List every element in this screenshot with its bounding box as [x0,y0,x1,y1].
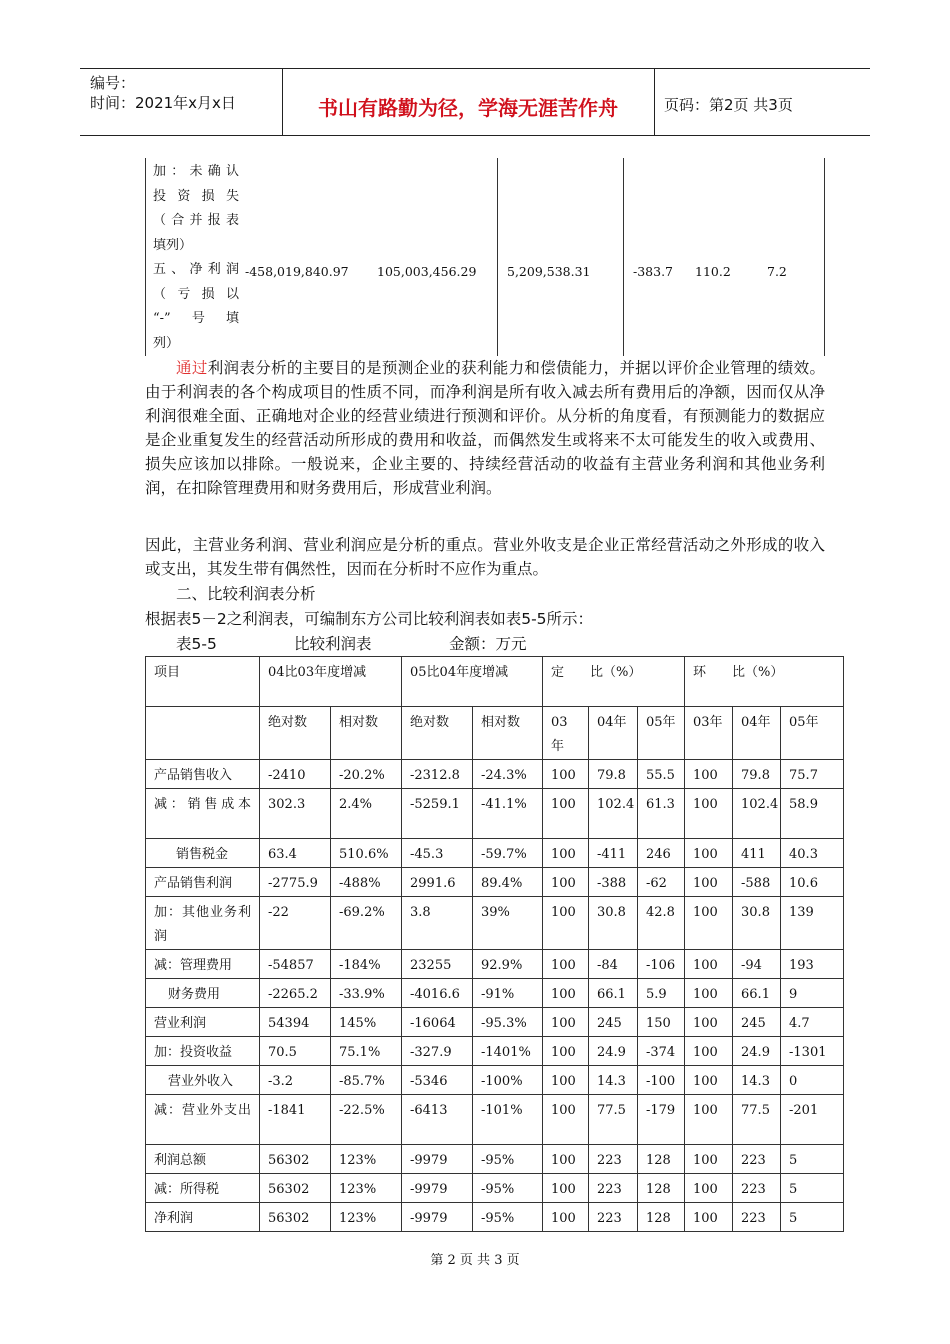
table-intro: 根据表5－2之利润表，可编制东方公司比较利润表如表5-5所示： [145,610,594,628]
table-row [146,1203,844,1232]
table-cell: -62 [638,868,685,897]
table-row [146,868,844,897]
analysis-paragraph-2: 因此，主营业务利润、营业利润应是分析的重点。营业外收支是企业正常经营活动之外形成的收入或支出，其发生带有偶然性，因而在分析时不应作为重点。 [145,536,825,578]
table-cell: -54857 [260,950,331,979]
table-cell: -374 [638,1037,685,1066]
net-profit-value: -383.7 [633,264,674,279]
table-cell: -1301 [781,1037,844,1066]
table-cell: 56302 [260,1203,331,1232]
table-cell: -84 [589,950,638,979]
table-cell: 100 [685,950,733,979]
table-cell: 79.8 [589,760,638,789]
table-cell: 100 [685,1008,733,1037]
table-cell: 246 [638,839,685,868]
table-row [146,950,844,979]
table-cell: 30.8 [733,897,781,950]
table-cell: 14.3 [589,1066,638,1095]
table-cell: 100 [543,868,589,897]
table-cell: 42.8 [638,897,685,950]
table-rule [497,158,498,356]
table-cell: 102.4 [589,789,638,839]
table-cell: 510.6% [331,839,402,868]
table-cell: 145% [331,1008,402,1037]
table-cell: -33.9% [331,979,402,1008]
header-absolute: 绝对数 [402,707,473,760]
table-cell: -85.7% [331,1066,402,1095]
table-cell: -201 [781,1095,844,1145]
table-cell: 102.4 [733,789,781,839]
header-05-vs-04: 05比04年度增减 [402,657,543,707]
header-relative: 相对数 [473,707,543,760]
table-cell: 245 [733,1008,781,1037]
table-cell: -5346 [402,1066,473,1095]
table-cell: -16064 [402,1008,473,1037]
row-label: 减：营业外支出 [146,1095,260,1145]
table-cell: -2775.9 [260,868,331,897]
table-cell: 100 [685,760,733,789]
table-cell: 128 [638,1174,685,1203]
table-cell: 223 [733,1174,781,1203]
table-cell: 75.1% [331,1037,402,1066]
table-cell: 9 [781,979,844,1008]
table-cell: -20.2% [331,760,402,789]
table-cell: 75.7 [781,760,844,789]
row-label: 营业利润 [146,1008,260,1037]
row-label: 减：所得税 [146,1174,260,1203]
table-rule [623,158,624,356]
table-caption-unit: 金额：万元 [449,635,527,653]
row-label: 营业外收入 [146,1066,260,1095]
header-top-rule [80,68,870,69]
table-cell: 63.4 [260,839,331,868]
table-cell: 100 [543,1095,589,1145]
row-label: 产品销售收入 [146,760,260,789]
table-cell: -24.3% [473,760,543,789]
table-cell: 223 [733,1145,781,1174]
table-cell: 100 [543,1008,589,1037]
table-cell: -2410 [260,760,331,789]
row-label: 加：投资收益 [146,1037,260,1066]
header-04-vs-03: 04比03年度增减 [260,657,402,707]
header-year: 05年 [781,707,844,760]
income-statement-fragment [145,158,825,356]
header-year: 04年 [733,707,781,760]
table-cell: 77.5 [733,1095,781,1145]
table-cell: 139 [781,897,844,950]
table-cell: -94 [733,950,781,979]
table-cell: -9979 [402,1174,473,1203]
table-cell: -5259.1 [402,789,473,839]
table-cell: 66.1 [589,979,638,1008]
table-cell: 100 [543,1174,589,1203]
row-label-net-profit: 五、净利润 （亏损以 “-”号填 列） [153,262,239,351]
table-cell: 30.8 [589,897,638,950]
table-cell: -3.2 [260,1066,331,1095]
table-cell: 223 [589,1174,638,1203]
table-row [146,1066,844,1095]
table-cell: 4.7 [781,1008,844,1037]
table-cell: 5 [781,1174,844,1203]
table-cell: 100 [543,760,589,789]
header-bottom-rule [80,135,870,136]
table-row [146,760,844,789]
net-profit-value: 110.2 [695,264,731,279]
table-row [146,1037,844,1066]
net-profit-value: -458,019,840.97 [245,264,349,279]
table-rule [824,158,825,356]
table-cell: 77.5 [589,1095,638,1145]
table-row [146,1008,844,1037]
table-cell: 10.6 [781,868,844,897]
net-profit-value: 5,209,538.31 [507,264,591,279]
table-cell: 123% [331,1203,402,1232]
net-profit-value: 105,003,456.29 [377,264,477,279]
header-absolute: 绝对数 [260,707,331,760]
table-cell: 55.5 [638,760,685,789]
table-cell: -22.5% [331,1095,402,1145]
table-cell: 223 [589,1203,638,1232]
table-cell: -2265.2 [260,979,331,1008]
header-year: 05年 [638,707,685,760]
analysis-paragraph: 通过利润表分析的主要目的是预测企业的获利能力和偿债能力，并据以评价企业管理的绩效。由于利润表的各个构成项目的性质不同，而净利润是所有收入减去所有费用后的净额，因而仅从净利润很难全面、正确地对企业的经营业绩进行预测和评价。从分析的角度看，有预测能力的数据应是企业重复发生的经营活动所形成的费用和收益，而偶然发生或将来不太可能发生的收入或费用、损失应该加以排除。一般说来，企业主要的、持续经营活动的收益有主营业务利润和其他业务利润，在扣除管理费用和财务费用后，形成营业利润。 [145,359,825,497]
table-cell: -41.1% [473,789,543,839]
table-cell: 89.4% [473,868,543,897]
table-cell: -45.3 [402,839,473,868]
table-cell: -22 [260,897,331,950]
table-cell: -6413 [402,1095,473,1145]
table-cell: -588 [733,868,781,897]
table-cell: 56302 [260,1174,331,1203]
table-cell: 56302 [260,1145,331,1174]
table-cell: 2991.6 [402,868,473,897]
table-cell: 100 [685,897,733,950]
table-cell: 5 [781,1145,844,1174]
table-caption-name: 比较利润表 [294,635,372,653]
table-cell: -95.3% [473,1008,543,1037]
table-cell: 100 [543,1037,589,1066]
table-row [146,897,844,950]
table-cell: 411 [733,839,781,868]
row-label: 产品销售利润 [146,868,260,897]
table-cell: 123% [331,1174,402,1203]
table-row [146,789,844,839]
table-cell: -69.2% [331,897,402,950]
header-number-label: 编号： [90,74,136,92]
table-cell: 223 [733,1203,781,1232]
header-time-label: 时间：2021年x月x日 [90,94,236,112]
table-cell: 100 [685,1095,733,1145]
row-label: 销售税金 [146,839,260,868]
table-cell: 100 [543,839,589,868]
table-cell: 100 [543,1145,589,1174]
table-cell: -100 [638,1066,685,1095]
row-label: 财务费用 [146,979,260,1008]
table-cell: -4016.6 [402,979,473,1008]
table-cell: 5.9 [638,979,685,1008]
table-cell: -106 [638,950,685,979]
table-cell: 100 [685,979,733,1008]
row-label: 加：其他业务利润 [146,897,260,950]
table-cell: 100 [543,789,589,839]
table-cell: 5 [781,1203,844,1232]
table-cell: -1401% [473,1037,543,1066]
table-rule [145,158,146,356]
table-cell: 100 [685,868,733,897]
header-page-label: 页码：第2页 共3页 [664,96,793,114]
table-cell: -9979 [402,1203,473,1232]
table-cell: 79.8 [733,760,781,789]
table-cell: 100 [685,1066,733,1095]
table-cell: 123% [331,1145,402,1174]
table-cell: 100 [543,950,589,979]
table-cell: 150 [638,1008,685,1037]
net-profit-value: 7.2 [767,264,787,279]
row-label: 利润总额 [146,1145,260,1174]
table-cell: 100 [685,1145,733,1174]
table-cell: 40.3 [781,839,844,868]
table-cell: 54394 [260,1008,331,1037]
table-cell: -184% [331,950,402,979]
table-cell: 61.3 [638,789,685,839]
table-caption-number: 表5-5 [176,635,217,653]
table-cell: 100 [685,1174,733,1203]
table-cell: 193 [781,950,844,979]
header-blank [146,707,260,760]
table-cell: 245 [589,1008,638,1037]
row-label: 减：销售成本 [146,789,260,839]
table-row [146,1095,844,1145]
table-cell: -9979 [402,1145,473,1174]
header-year: 04年 [589,707,638,760]
table-cell: -2312.8 [402,760,473,789]
table-cell: -95% [473,1203,543,1232]
row-label: 净利润 [146,1203,260,1232]
table-cell: -327.9 [402,1037,473,1066]
table-cell: 100 [685,1203,733,1232]
header-relative: 相对数 [331,707,402,760]
table-cell: -411 [589,839,638,868]
header-divider [654,68,655,136]
header-year: 03年 [685,707,733,760]
table-row [146,1174,844,1203]
table-cell: 39% [473,897,543,950]
table-cell: 58.9 [781,789,844,839]
table-cell: 92.9% [473,950,543,979]
table-row [146,839,844,868]
header-chain-ratio: 环 比（%） [685,657,844,707]
table-cell: -59.7% [473,839,543,868]
header-item: 项目 [146,657,260,707]
comparative-income-table [145,656,844,1232]
table-cell: 100 [543,1203,589,1232]
table-cell: -388 [589,868,638,897]
table-cell: 128 [638,1145,685,1174]
table-row [146,1145,844,1174]
table-cell: 23255 [402,950,473,979]
page-footer: 第 2 页 共 3 页 [430,1253,520,1268]
table-cell: -95% [473,1174,543,1203]
table-cell: -101% [473,1095,543,1145]
table-cell: 14.3 [733,1066,781,1095]
header-fixed-base-ratio: 定 比（%） [543,657,685,707]
table-cell: 100 [685,839,733,868]
table-row [146,979,844,1008]
table-cell: 24.9 [733,1037,781,1066]
highlighted-word: 通过 [176,359,208,377]
section-title: 二、比较利润表分析 [176,585,316,603]
table-cell: 100 [685,789,733,839]
table-cell: 100 [543,979,589,1008]
table-cell: 0 [781,1066,844,1095]
table-cell: 223 [589,1145,638,1174]
table-cell: -100% [473,1066,543,1095]
table-cell: 100 [685,1037,733,1066]
table-cell: 66.1 [733,979,781,1008]
table-cell: 100 [543,1066,589,1095]
table-cell: 2.4% [331,789,402,839]
row-label: 减：管理费用 [146,950,260,979]
header-motto: 书山有路勤为径，学海无涯苦作舟 [318,96,618,120]
table-cell: 302.3 [260,789,331,839]
header-year: 03年 [543,707,589,760]
table-cell: 70.5 [260,1037,331,1066]
table-cell: 3.8 [402,897,473,950]
table-cell: -488% [331,868,402,897]
table-cell: -179 [638,1095,685,1145]
row-label-unrecognized-investment-loss: 加：未确认 投资损失 （合并报表 填列） [153,164,239,253]
table-cell: -95% [473,1145,543,1174]
table-cell: -91% [473,979,543,1008]
table-cell: -1841 [260,1095,331,1145]
table-cell: 128 [638,1203,685,1232]
table-cell: 24.9 [589,1037,638,1066]
table-cell: 100 [543,897,589,950]
